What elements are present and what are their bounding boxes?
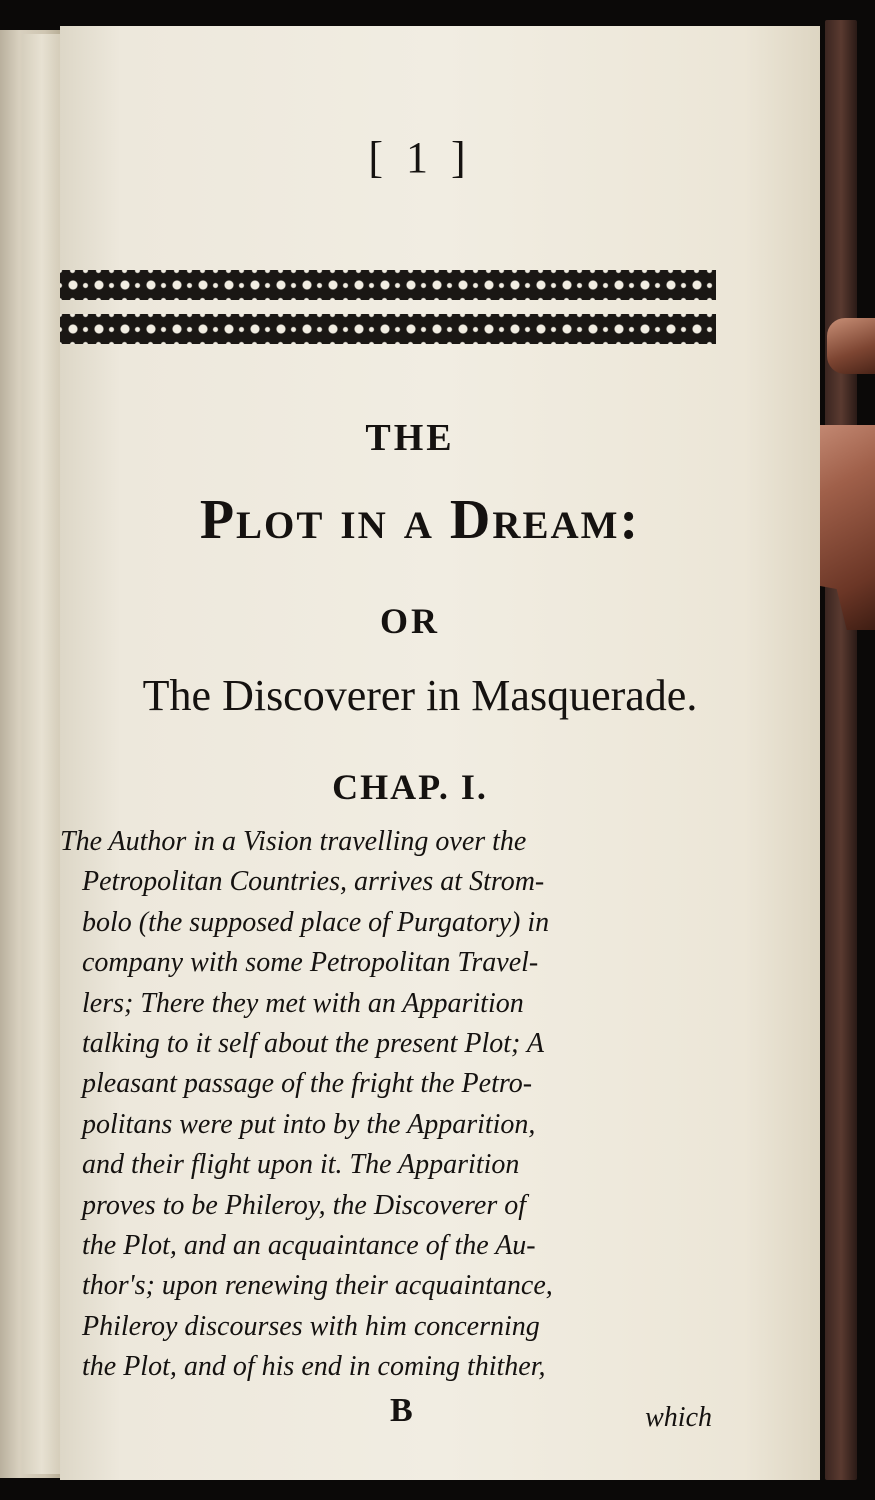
title-the: THE — [365, 417, 455, 459]
summary-line: bolo (the supposed place of Purgatory) in — [82, 906, 550, 938]
summary-line: The Author in a Vision travelling over the — [60, 826, 527, 857]
summary-line: politans were put into by the Apparition, — [82, 1108, 536, 1140]
book-page — [60, 26, 820, 1480]
page-number: [ 1 ] — [368, 133, 472, 182]
summary-line: Phileroy discourses with him concerning — [82, 1310, 540, 1342]
book-cover-edge — [825, 20, 857, 1480]
chapter-heading: CHAP. I. — [332, 767, 488, 807]
summary-line: the Plot, and of his end in coming thither, — [82, 1351, 546, 1383]
title-subtitle: The Discoverer in Masquerade. — [142, 671, 698, 720]
summary-line: company with some Petropolitan Travel- — [82, 947, 539, 979]
signature-mark: B — [390, 1392, 413, 1429]
summary-line: and their flight upon it. The Apparition — [82, 1149, 520, 1181]
chapter-summary — [60, 822, 720, 1388]
summary-line: proves to be Phileroy, the Discoverer of — [82, 1189, 526, 1221]
title-or: OR — [380, 601, 440, 641]
title-main: Plot in a Dream: — [199, 489, 641, 551]
summary-line: Petropolitan Countries, arrives at Strom- — [82, 866, 545, 898]
summary-line: talking to it self about the present Plot; A — [82, 1028, 544, 1060]
ornament-band-bottom — [60, 314, 716, 344]
summary-line: the Plot, and an acquaintance of the Au- — [82, 1230, 536, 1262]
ornament-band-top — [60, 270, 716, 300]
catchword: which — [645, 1402, 712, 1433]
clasp-top-icon — [827, 318, 875, 374]
summary-line: pleasant passage of the fright the Petro- — [82, 1068, 533, 1100]
summary-line: lers; There they met with an Apparition — [82, 987, 524, 1019]
summary-line: thor's; upon renewing their acquaintance, — [82, 1270, 553, 1302]
